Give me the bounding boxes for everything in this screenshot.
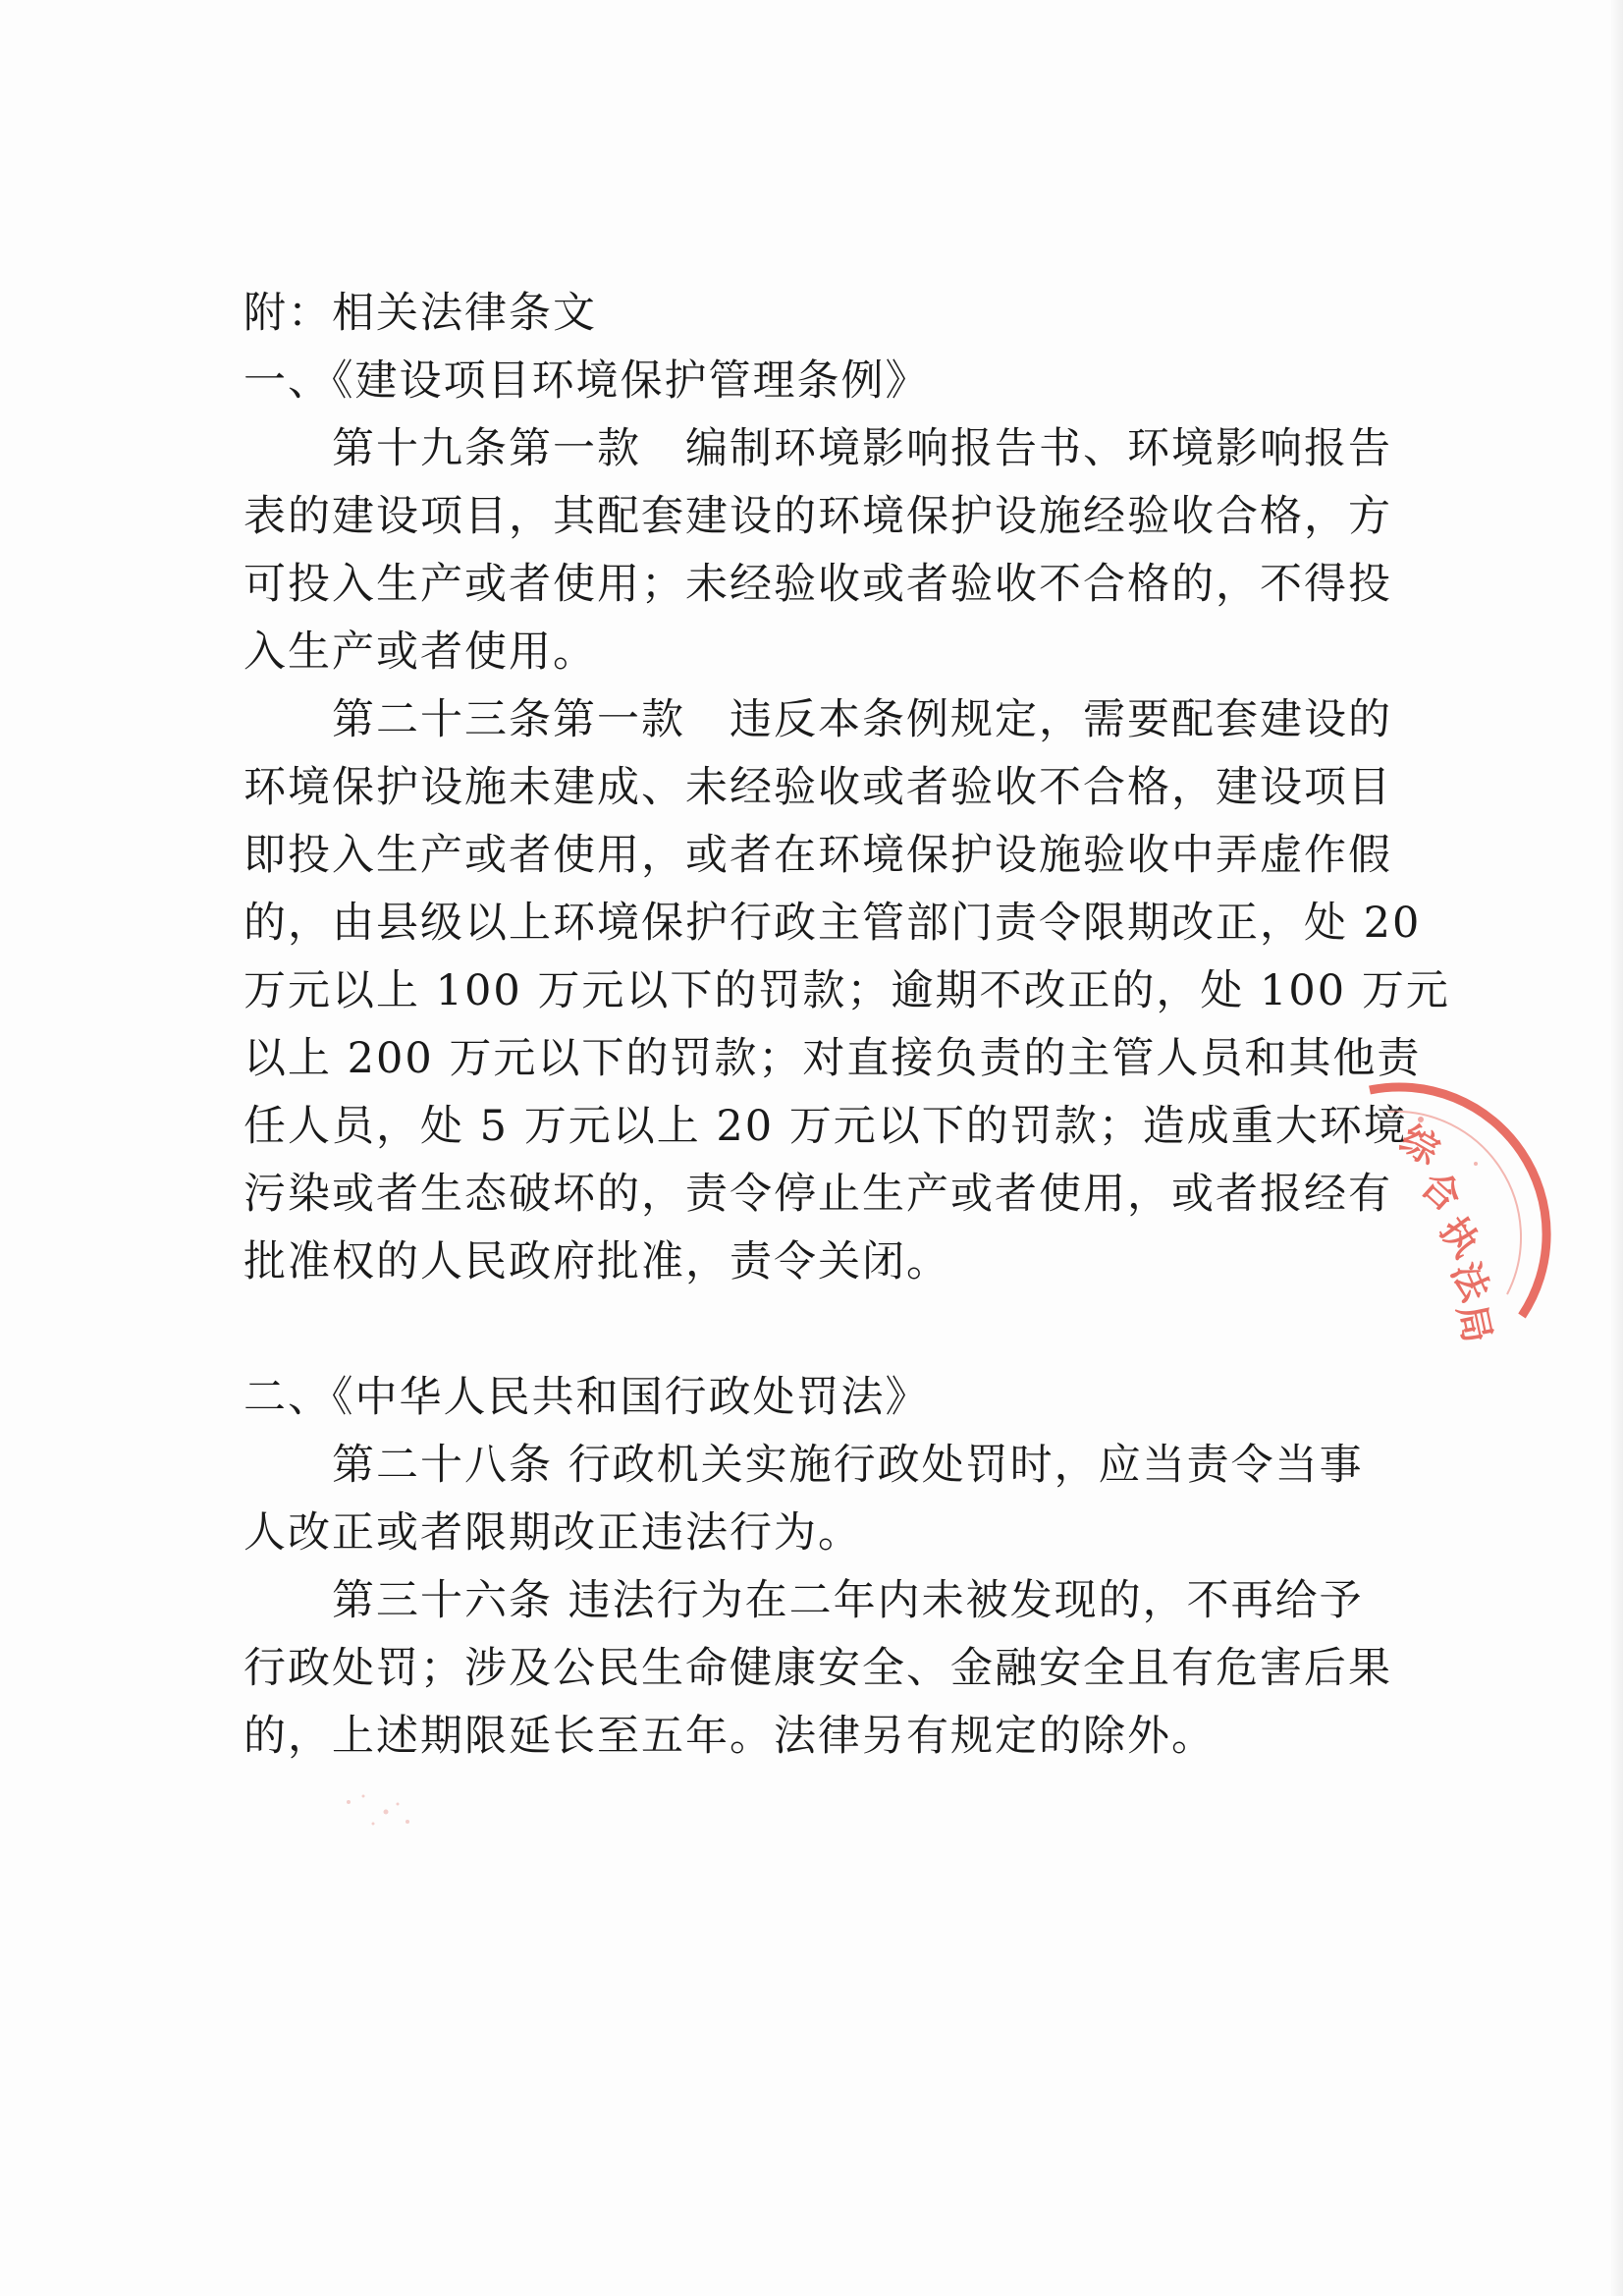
paragraph-line: 表的建设项目，其配套建设的环境保护设施经验收合格，方 bbox=[243, 492, 1392, 541]
section-heading-1: 一、《建设项目环境保护管理条例》 bbox=[243, 356, 930, 406]
attachment-heading: 附：相关法律条文 bbox=[243, 289, 597, 338]
paragraph-line: 的，上述期限延长至五年。法律另有规定的除外。 bbox=[243, 1712, 1216, 1761]
svg-text:执: 执 bbox=[1431, 1209, 1488, 1266]
paragraph-line: 第二十八条 行政机关实施行政处罚时，应当责令当事 bbox=[332, 1441, 1364, 1490]
paragraph-line: 的，由县级以上环境保护行政主管部门责令限期改正，处 20 bbox=[243, 899, 1422, 948]
svg-text:综: 综 bbox=[1392, 1117, 1447, 1174]
paragraph-line: 人改正或者限期改正违法行为。 bbox=[243, 1508, 862, 1558]
document-body bbox=[243, 280, 1450, 1771]
section-heading-2: 二、《中华人民共和国行政处罚法》 bbox=[243, 1373, 930, 1422]
paragraph-line: 可投入生产或者使用；未经验收或者验收不合格的，不得投 bbox=[243, 560, 1392, 609]
paragraph-line: 第二十三条第一款 违反本条例规定，需要配套建设的 bbox=[332, 695, 1392, 744]
paragraph-line: 第十九条第一款 编制环境影响报告书、环境影响报告 bbox=[332, 424, 1392, 473]
svg-text:合: 合 bbox=[1412, 1162, 1470, 1221]
paragraph-line: 污染或者生态破坏的，责令停止生产或者使用，或者报经有 bbox=[243, 1170, 1392, 1219]
section-gap bbox=[243, 1296, 1382, 1364]
paragraph-line: 入生产或者使用。 bbox=[243, 628, 597, 677]
ink-residue bbox=[339, 1782, 427, 1841]
paragraph-line: 任人员，处 5 万元以上 20 万元以下的罚款；造成重大环境 bbox=[243, 1102, 1408, 1151]
svg-text:局: 局 bbox=[1449, 1300, 1500, 1347]
paragraph-line: 万元以上 100 万元以下的罚款；逾期不改正的，处 100 万元 bbox=[243, 966, 1450, 1015]
svg-text:法: 法 bbox=[1442, 1255, 1498, 1308]
paragraph-line: 批准权的人民政府批准，责令关闭。 bbox=[243, 1237, 950, 1286]
paragraph-line: 环境保护设施未建成、未经验收或者验收不合格，建设项目 bbox=[243, 763, 1392, 812]
paragraph-line: 行政处罚；涉及公民生命健康安全、金融安全且有危害后果 bbox=[243, 1644, 1392, 1693]
paragraph-line: 以上 200 万元以下的罚款；对直接负责的主管人员和其他责 bbox=[243, 1034, 1422, 1083]
paragraph-line: 即投入生产或者使用，或者在环境保护设施验收中弄虚作假 bbox=[243, 831, 1392, 880]
paragraph-line: 第三十六条 违法行为在二年内未被发现的，不再给予 bbox=[332, 1576, 1364, 1625]
scan-edge bbox=[1611, 0, 1623, 2296]
